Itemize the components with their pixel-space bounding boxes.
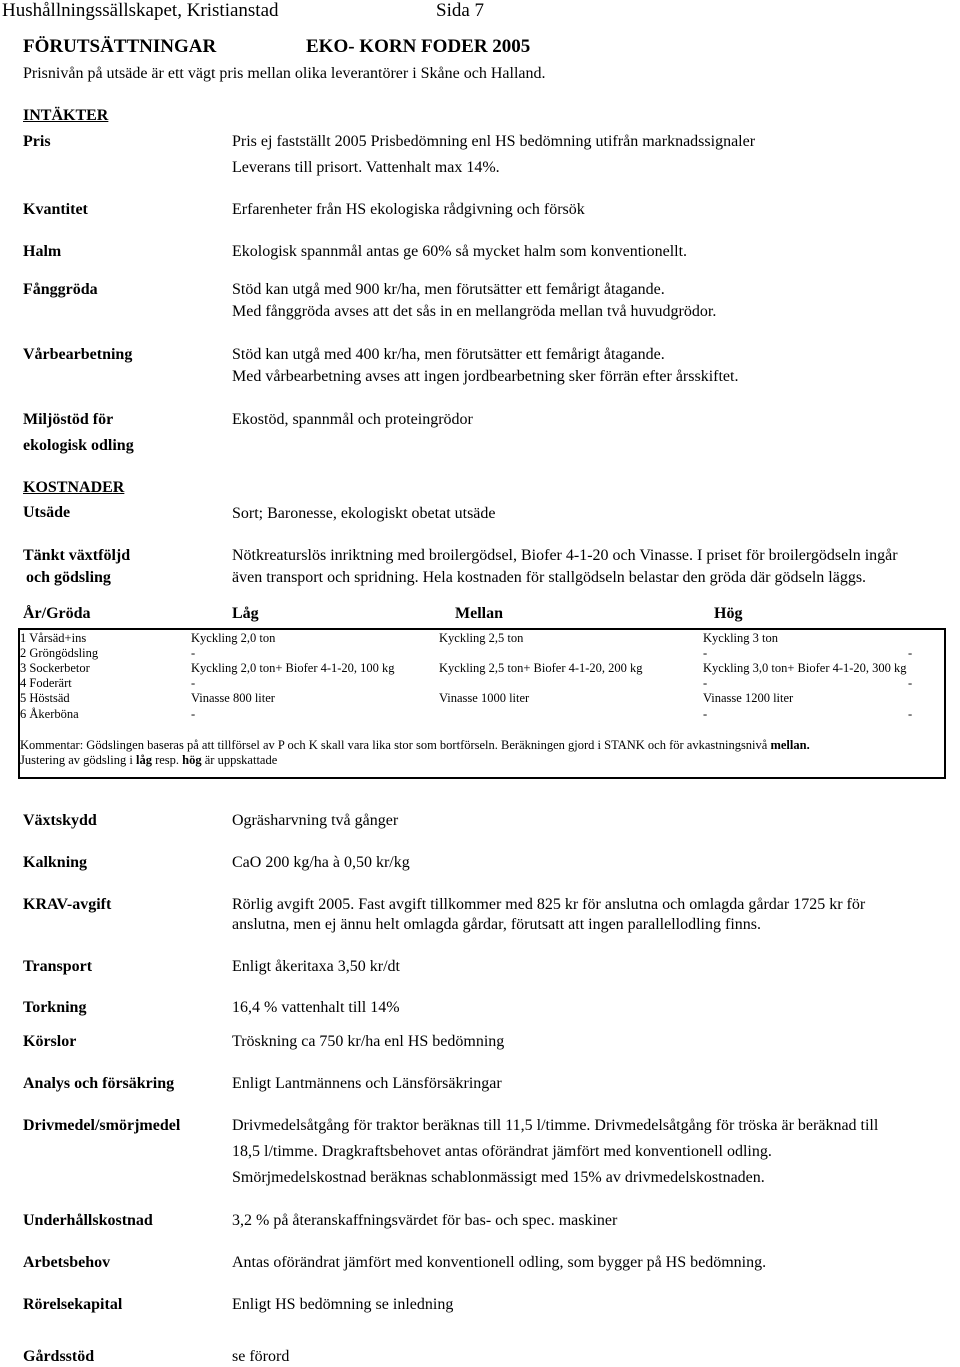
table-header-high: Hög: [714, 605, 743, 622]
comment-text: är uppskattade: [201, 753, 278, 767]
pris-label: Pris: [23, 133, 51, 150]
table-row: [20, 707, 944, 722]
underhall-text: 3,2 % på återanskaffningsvärdet för bas- och spec. maskiner: [232, 1212, 618, 1229]
table-cell-low: -: [191, 676, 196, 690]
table-cell-high: Kyckling 3 ton: [703, 631, 778, 645]
table-cell-crop: 4 Foderärt: [20, 676, 72, 690]
underhall-label: Underhållskostnad: [23, 1212, 153, 1229]
rorelsekapital-text: Enligt HS bedömning se inledning: [232, 1296, 454, 1313]
halm-text: Ekologisk spannmål antas ge 60% så mycket halm som konventionellt.: [232, 243, 688, 260]
miljostod-text: Ekostöd, spannmål och proteingrödor: [232, 411, 473, 428]
table-cell-high: Kyckling 3,0 ton+ Biofer 4-1-20, 300 kg: [703, 661, 907, 675]
table-cell-low: Vinasse 800 liter: [191, 691, 275, 705]
table-row: [20, 661, 944, 676]
drivmedel-text-3: Smörjmedelskostnad beräknas schablonmässigt med 15% av drivmedelskostnaden.: [232, 1169, 765, 1186]
varbearbetning-text-1: Stöd kan utgå med 400 kr/ha, men förutsätter ett femårigt åtagande.: [232, 346, 665, 363]
kalkning-label: Kalkning: [23, 854, 88, 871]
fanggroda-text-1: Stöd kan utgå med 900 kr/ha, men förutsätter ett femårigt åtagande.: [232, 281, 665, 298]
arbetsbehov-label: Arbetsbehov: [23, 1254, 111, 1271]
miljostod-label-1: Miljöstöd för: [23, 411, 114, 428]
table-cell-medium: Vinasse 1000 liter: [439, 691, 530, 705]
table-cell-crop: 5 Höstsäd: [20, 691, 70, 705]
table-cell-extra: -: [908, 676, 913, 690]
table-cell-medium: Kyckling 2,5 ton: [439, 631, 524, 645]
table-cell-crop: 1 Vårsäd+ins: [20, 631, 87, 645]
comment-emphasis-lag: låg: [135, 753, 152, 767]
drivmedel-label: Drivmedel/smörjmedel: [23, 1117, 181, 1134]
table-cell-high: -: [703, 676, 708, 690]
section-title-left: FÖRUTSÄTTNINGAR: [23, 36, 217, 57]
comment-text: Kommentar: Gödslingen baseras på att tillförsel av P och K skall vara lika stor som bortförseln. Beräkningen gjord i STANK och för avkastningsnivå: [20, 738, 771, 752]
table-header-low: Låg: [232, 605, 259, 622]
drivmedel-text-1: Drivmedelsåtgång för traktor beräknas till 11,5 l/timme. Drivmedelsåtgång för tröska är beräknad till: [232, 1117, 879, 1134]
table-row: [20, 676, 944, 691]
krav-text-2: anslutna, men ej ännu helt omlagda gårdar, förutsatt att ingen parallellodling finns.: [232, 916, 761, 933]
gardsstod-text: se förord: [232, 1348, 290, 1365]
vaxtfoljd-text-2: även transport och spridning. Hela kostnaden för stallgödseln belastar den gröda där gödseln läggs.: [232, 569, 867, 586]
comment-text: resp.: [151, 753, 183, 767]
vaxtskydd-label: Växtskydd: [23, 812, 97, 829]
table-cell-extra: -: [908, 707, 913, 721]
table-cell-low: -: [191, 707, 196, 721]
varbearbetning-label: Vårbearbetning: [23, 346, 133, 363]
table-cell-high: -: [703, 707, 708, 721]
fanggroda-label: Fånggröda: [23, 281, 98, 298]
torkning-text: 16,4 % vattenhalt till 14%: [232, 999, 400, 1016]
transport-text: Enligt åkeritaxa 3,50 kr/dt: [232, 958, 400, 975]
analys-label: Analys och försäkring: [23, 1075, 175, 1092]
page-number: Sida 7: [436, 0, 485, 21]
transport-label: Transport: [23, 958, 93, 975]
pris-text-2: Leverans till prisort. Vattenhalt max 14%.: [232, 159, 500, 176]
drivmedel-text-2: 18,5 l/timme. Dragkraftsbehovet antas oförändrat jämfört med konventionell odling.: [232, 1143, 772, 1160]
kvantitet-text: Erfarenheter från HS ekologiska rådgivning och försök: [232, 201, 585, 218]
comment-emphasis-mellan: mellan.: [770, 738, 810, 752]
comment-emphasis-hog: hög: [182, 753, 202, 767]
utsade-label: Utsäde: [23, 504, 71, 521]
comment-text: Justering av gödsling i: [20, 753, 136, 767]
table-row: [20, 691, 944, 706]
table-header-year-crop: År/Gröda: [23, 605, 91, 622]
korslor-label: Körslor: [23, 1033, 77, 1050]
analys-text: Enligt Lantmännens och Länsförsäkringar: [232, 1075, 502, 1092]
kostnader-heading: KOSTNADER: [23, 479, 125, 496]
rorelsekapital-label: Rörelsekapital: [23, 1296, 123, 1313]
utsade-text: Sort; Baronesse, ekologiskt obetat utsäde: [232, 505, 496, 522]
vaxtfoljd-text-1: Nötkreaturslös inriktning med broilergödsel, Biofer 4-1-20 och Vinasse. I priset för broilergödseln ingår: [232, 547, 898, 564]
pris-text-1: Pris ej fastställt 2005 Prisbedömning enl HS bedömning utifrån marknadssignaler: [232, 133, 756, 150]
intakter-heading: INTÄKTER: [23, 107, 109, 124]
arbetsbehov-text: Antas oförändrat jämfört med konventionell odling, som bygger på HS bedömning.: [232, 1254, 767, 1271]
varbearbetning-text-2: Med vårbearbetning avses att ingen jordbearbetning sker förrän efter årsskiftet.: [232, 368, 739, 385]
vaxtfoljd-label-2: och gödsling: [26, 569, 111, 586]
krav-text-1: Rörlig avgift 2005. Fast avgift tillkommer med 825 kr för anslutna och omlagda gårdar 1725 kr för: [232, 896, 866, 913]
section-title-right: EKO- KORN FODER 2005: [306, 36, 531, 57]
intro-text: Prisnivån på utsäde är ett vägt pris mellan olika leverantörer i Skåne och Halland.: [23, 65, 546, 82]
organization-name: Hushållningssällskapet, Kristianstad: [2, 0, 279, 21]
table-cell-medium: Kyckling 2,5 ton+ Biofer 4-1-20, 200 kg: [439, 661, 643, 675]
fertilization-table: [18, 628, 946, 779]
vaxtskydd-text: Ogräsharvning två gånger: [232, 812, 399, 829]
table-cell-low: -: [191, 646, 196, 660]
table-row: [20, 646, 944, 661]
table-comment-line-2: [20, 753, 944, 768]
vaxtfoljd-label-1: Tänkt växtföljd: [23, 547, 131, 564]
table-cell-low: Kyckling 2,0 ton: [191, 631, 276, 645]
table-row: [20, 631, 944, 646]
korslor-text: Tröskning ca 750 kr/ha enl HS bedömning: [232, 1033, 505, 1050]
kalkning-text: CaO 200 kg/ha à 0,50 kr/kg: [232, 854, 410, 871]
table-header-medium: Mellan: [455, 605, 503, 622]
krav-label: KRAV-avgift: [23, 896, 112, 913]
table-comment-line-1: [20, 738, 944, 753]
table-cell-crop: 2 Gröngödsling: [20, 646, 99, 660]
kvantitet-label: Kvantitet: [23, 201, 88, 218]
fanggroda-text-2: Med fånggröda avses att det sås in en mellangröda mellan två huvudgrödor.: [232, 303, 717, 320]
gardsstod-label: Gårdsstöd: [23, 1348, 95, 1365]
table-cell-high: Vinasse 1200 liter: [703, 691, 794, 705]
torkning-label: Torkning: [23, 999, 87, 1016]
miljostod-label-2: ekologisk odling: [23, 437, 134, 454]
halm-label: Halm: [23, 243, 62, 260]
table-cell-crop: 3 Sockerbetor: [20, 661, 90, 675]
table-cell-low: Kyckling 2,0 ton+ Biofer 4-1-20, 100 kg: [191, 661, 395, 675]
table-cell-extra: -: [908, 646, 913, 660]
table-cell-high: -: [703, 646, 708, 660]
table-cell-crop: 6 Åkerböna: [20, 707, 79, 721]
